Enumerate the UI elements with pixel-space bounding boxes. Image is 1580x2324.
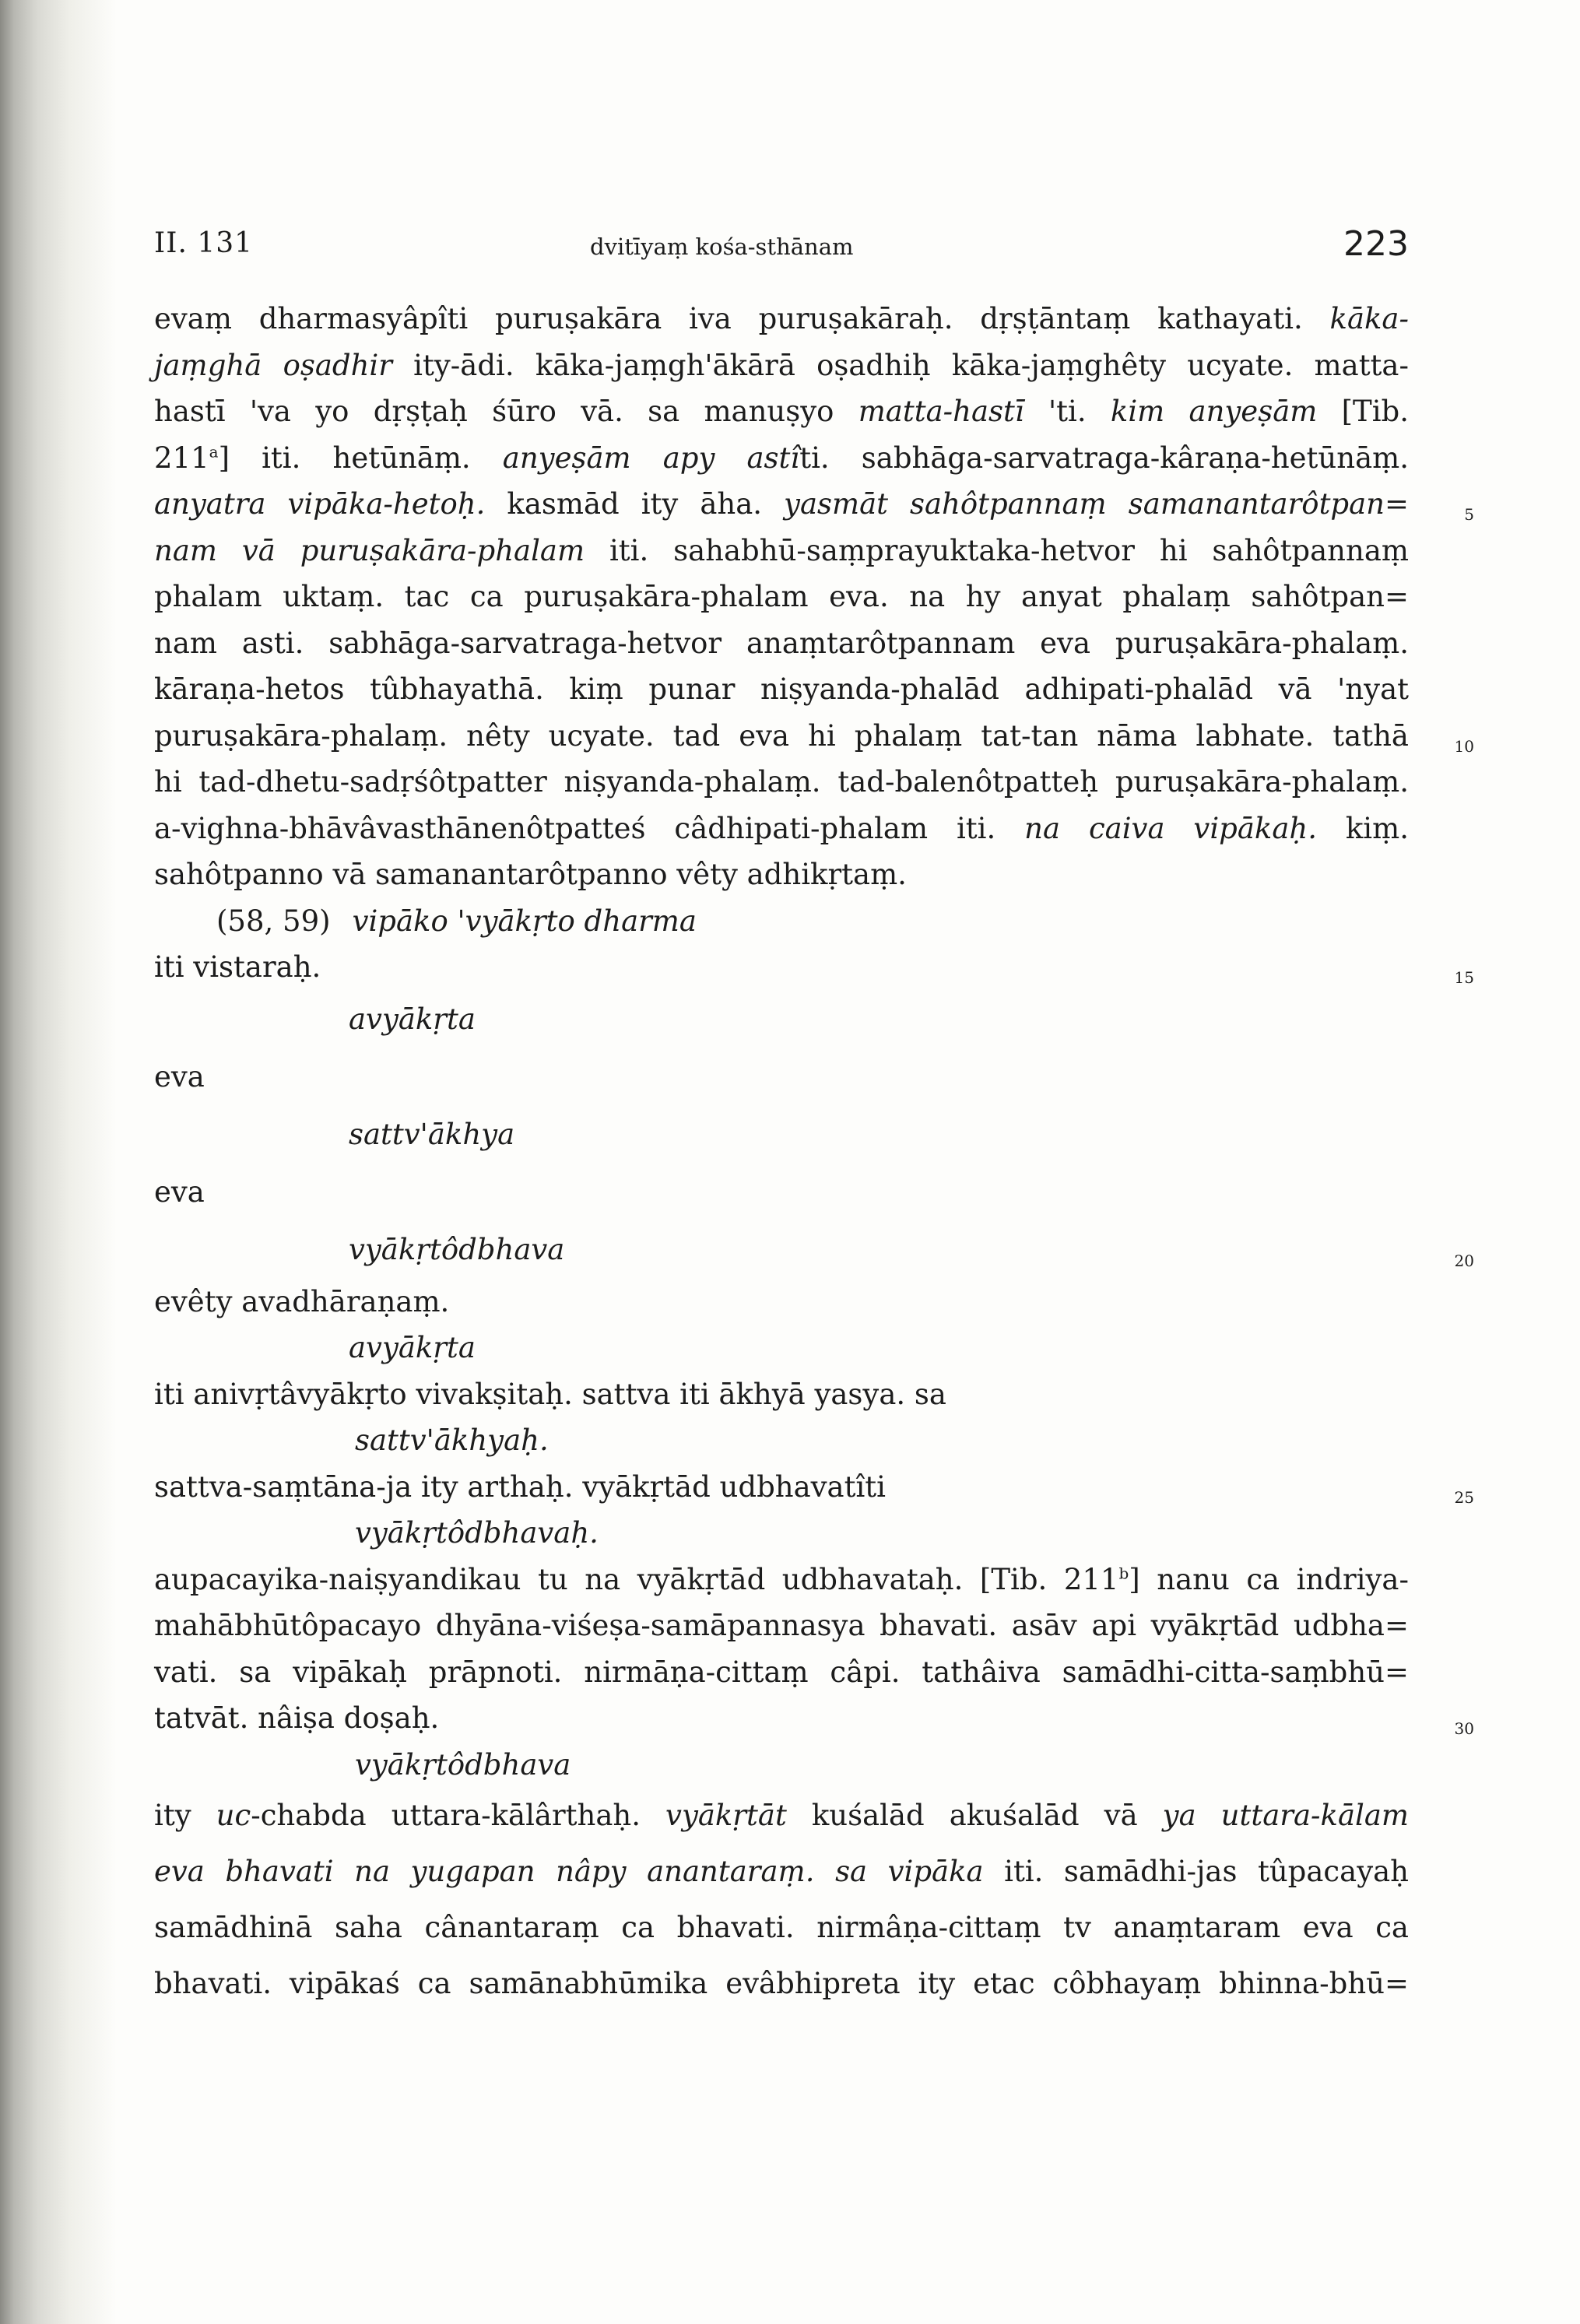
lemma-line: vyākṛtôdbhavaḥ. bbox=[355, 1516, 599, 1550]
line-number: 25 bbox=[1454, 1487, 1474, 1507]
verse-text: vipāko 'vyākṛto dharma bbox=[352, 904, 697, 938]
text-line: sattva-saṃtāna-ja ity arthaḥ. vyākṛtād udbhavatîti 25 bbox=[154, 1464, 1409, 1511]
page-number: 223 bbox=[1343, 224, 1409, 264]
text-line: bhavati. vipākaś ca samānabhūmika evâbhipreta ity etac côbhayaṃ bhinna-bhū= bbox=[154, 1967, 1409, 2000]
text-line: hastī 'va yo dṛṣṭaḥ śūro vā. sa manuṣyo matta-hastī 'ti. kim anyeṣām [Tib. bbox=[154, 395, 1410, 428]
section-reference: II. 131 bbox=[154, 227, 254, 259]
text-line: mahābhūtôpacayo dhyāna-viśeṣa-samāpannasya bhavati. asāv api vyākṛtād udbha= bbox=[154, 1609, 1409, 1642]
text-line: phalam uktaṃ. tac ca puruṣakāra-phalam eva. na hy anyat phalaṃ sahôtpan= bbox=[154, 580, 1409, 613]
text-line: anyatra vipāka-hetoḥ. kasmād ity āha. yasmāt sahôtpannaṃ samanantarôtpan= 5 bbox=[154, 481, 1409, 528]
lemma-line: vyākṛtôdbhava 20 bbox=[154, 1221, 1409, 1279]
lemma-line: avyākṛta bbox=[349, 1002, 476, 1036]
lemma-line: avyākṛta bbox=[349, 1331, 476, 1364]
lemma-line: sattv'ākhyaḥ. bbox=[355, 1424, 549, 1457]
text-line: eva bhavati na yugapan nâpy anantaraṃ. sa vipāka iti. samādhi-jas tûpacayaḥ bbox=[154, 1855, 1410, 1888]
line-number: 30 bbox=[1454, 1719, 1474, 1738]
text-line: jaṃghā oṣadhir ity-ādi. kāka-jaṃgh'ākārā oṣadhiḥ kāka-jaṃghêty ucyate. matta- bbox=[154, 348, 1409, 382]
verse-number: (58, 59) bbox=[216, 904, 331, 938]
text-line: iti anivṛtâvyākṛto vivakṣitaḥ. sattva iti ākhyā yasya. sa bbox=[154, 1377, 946, 1411]
line-number: 5 bbox=[1464, 505, 1474, 524]
text-line: a-vighna-bhāvâvasthānenôtpatteś câdhipati-phalam iti. na caiva vipākaḥ. kiṃ. bbox=[154, 811, 1409, 845]
text-line: samādhinā saha cânantaraṃ ca bhavati. nirmâṇa-cittaṃ tv anaṃtaram eva ca bbox=[154, 1911, 1409, 1944]
text-line: kāraṇa-hetos tûbhayathā. kiṃ punar niṣyanda-phalād adhipati-phalād vā 'nyat bbox=[154, 672, 1409, 706]
line-number: 15 bbox=[1454, 968, 1474, 987]
text-line: nam asti. sabhāga-sarvatraga-hetvor anaṃtarôtpannam eva puruṣakāra-phalaṃ. bbox=[154, 626, 1409, 660]
text-line: eva bbox=[154, 1174, 205, 1209]
running-header bbox=[154, 224, 1409, 271]
chapter-title: dvitīyaṃ kośa-sthānam bbox=[590, 233, 854, 260]
text-line: eva bbox=[154, 1059, 205, 1094]
main-text bbox=[154, 296, 1474, 2012]
text-line: hi tad-dhetu-sadṛśôtpatter niṣyanda-phalaṃ. tad-balenôtpatteḥ puruṣakāra-phalaṃ. bbox=[154, 765, 1409, 799]
line-number: 20 bbox=[1454, 1251, 1474, 1270]
text-line: tatvāt. nâiṣa doṣaḥ. 30 bbox=[154, 1695, 1409, 1742]
text-line: aupacayika-naiṣyandikau tu na vyākṛtād udbhavataḥ. [Tib. 211$^b$] nanu ca indriya- bbox=[154, 1562, 1409, 1596]
text-line: iti vistaraḥ. 15 bbox=[154, 944, 1409, 991]
text-line: puruṣakāra-phalaṃ. nêty ucyate. tad eva hi phalaṃ tat-tan nāma labhate. tathā 10 bbox=[154, 713, 1409, 760]
text-line: vati. sa vipākaḥ prāpnoti. nirmāṇa-cittaṃ câpi. tathâiva samādhi-citta-saṃbhū= bbox=[154, 1655, 1409, 1689]
scan-shadow-edge bbox=[0, 0, 117, 2324]
line-number: 10 bbox=[1454, 736, 1474, 756]
verse-reference-line bbox=[154, 898, 1409, 945]
text-line: nam vā puruṣakāra-phalam iti. sahabhū-saṃprayuktaka-hetvor hi sahôtpannaṃ bbox=[154, 533, 1409, 567]
text-line: 211$^a$] iti. hetūnāṃ. anyeṣām apy astîti. sabhāga-sarvatraga-kâraṇa-hetūnāṃ. bbox=[154, 441, 1409, 475]
text-line: evaṃ dharmasyâpîti puruṣakāra iva puruṣakāraḥ. dṛṣṭāntaṃ kathayati. kāka- bbox=[154, 302, 1409, 335]
text-line: sahôtpanno vā samanantarôtpanno vêty adhikṛtaṃ. bbox=[154, 858, 907, 891]
text-line: ity uc-chabda uttara-kālârthaḥ. vyākṛtāt kuśalād akuśalād vā ya uttara-kālam bbox=[154, 1799, 1409, 1832]
lemma-line: sattv'ākhya bbox=[349, 1117, 515, 1151]
lemma-line: vyākṛtôdbhava bbox=[355, 1747, 571, 1782]
text-line: evêty avadhāraṇaṃ. bbox=[154, 1284, 450, 1318]
